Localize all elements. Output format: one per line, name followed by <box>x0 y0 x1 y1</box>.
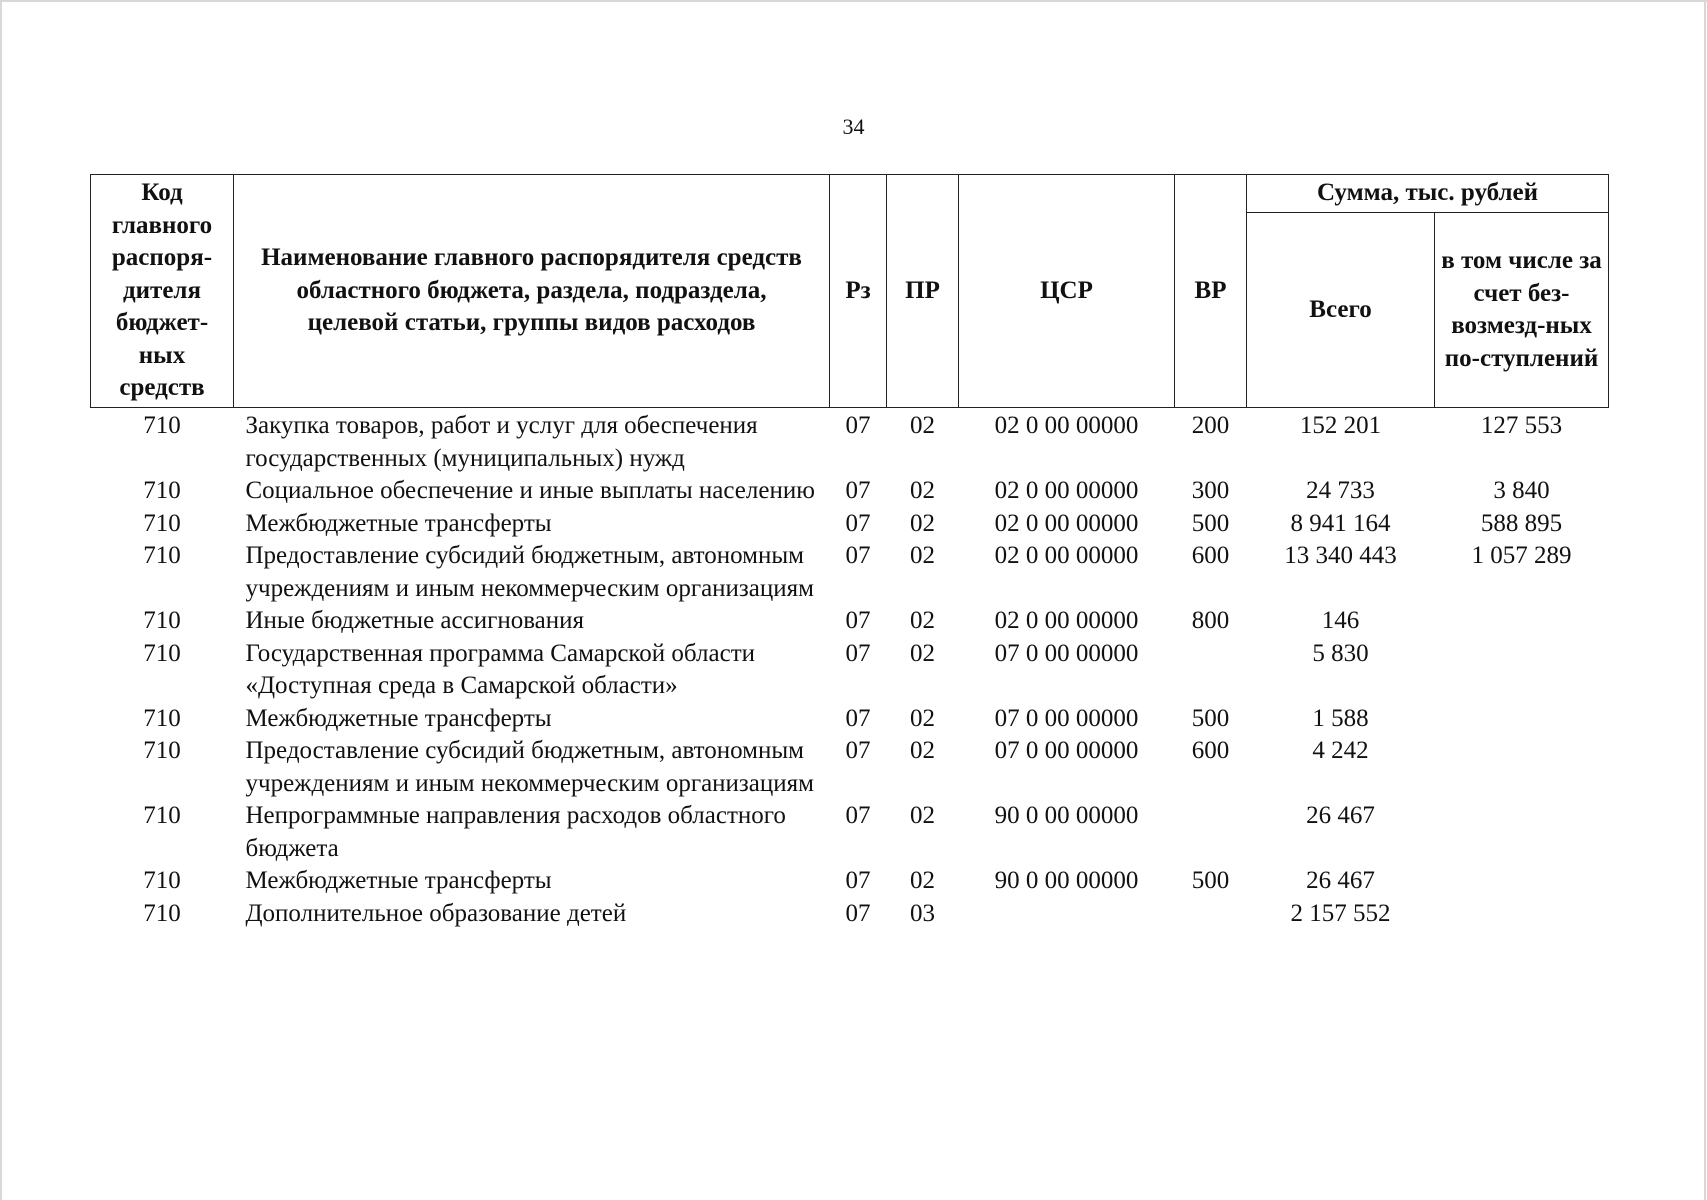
cell-total: 2 157 552 <box>1290 899 1391 927</box>
cell-free-receipts <box>1435 898 1609 931</box>
cell-csr: 07 0 00 00000 <box>994 737 1139 764</box>
budget-table <box>90 174 1609 930</box>
cell-csr: 02 0 00 00000 <box>994 509 1139 537</box>
header-sum-group: Сумма, тыс. рублей <box>1247 175 1609 213</box>
cell-rz: 07 <box>845 802 871 829</box>
table-row <box>91 638 1609 703</box>
cell-code: 710 <box>143 477 181 504</box>
cell-vr: 200 <box>1191 412 1230 439</box>
cell-free-receipts: 588 895 <box>1480 509 1563 537</box>
cell-free-receipts <box>1435 605 1609 638</box>
table-row <box>91 865 1609 898</box>
cell-name: Межбюджетные трансферты <box>245 509 552 537</box>
cell-code: 710 <box>143 607 181 634</box>
cell-code: 710 <box>143 737 181 764</box>
header-name: Наименование главного распорядителя средств областного бюджета, раздела, подраздела, целевой статьи, группы видов расходов <box>234 175 830 408</box>
cell-free-receipts <box>1435 638 1609 703</box>
cell-vr <box>1175 638 1247 703</box>
cell-vr: 500 <box>1191 509 1230 537</box>
table-row <box>91 540 1609 605</box>
cell-total: 24 733 <box>1306 477 1375 504</box>
cell-name: Закупка товаров, работ и услуг для обеспечения государственных (муниципальных) нужд <box>245 412 758 472</box>
cell-rz: 07 <box>845 509 871 537</box>
header-pr: ПР <box>887 175 959 408</box>
cell-rz: 07 <box>845 607 871 634</box>
cell-rz: 07 <box>845 899 871 927</box>
table-header <box>91 175 1609 408</box>
cell-csr: 07 0 00 00000 <box>994 639 1139 667</box>
cell-vr: 300 <box>1191 477 1230 504</box>
cell-rz: 07 <box>845 639 871 667</box>
header-csr: ЦСР <box>959 175 1175 408</box>
cell-code: 710 <box>143 704 181 732</box>
cell-code: 710 <box>143 867 181 894</box>
header-total: Всего <box>1247 213 1435 408</box>
cell-pr: 02 <box>910 412 935 439</box>
cell-total: 152 201 <box>1299 412 1382 439</box>
header-rz: Рз <box>830 175 887 408</box>
cell-csr: 07 0 00 00000 <box>994 704 1139 732</box>
cell-name: Государственная программа Самарской области «Доступная среда в Самарской области» <box>245 639 755 699</box>
cell-total: 26 467 <box>1306 802 1375 829</box>
cell-pr: 02 <box>910 802 935 829</box>
cell-pr: 02 <box>910 607 935 634</box>
cell-name: Иные бюджетные ассигнования <box>245 607 585 634</box>
cell-name: Дополнительное образование детей <box>245 899 627 927</box>
table-row <box>91 703 1609 736</box>
table-row <box>91 735 1609 800</box>
cell-free-receipts: 1 057 289 <box>1471 542 1572 569</box>
table-row <box>91 800 1609 865</box>
cell-vr: 800 <box>1191 607 1230 634</box>
cell-free-receipts <box>1435 865 1609 898</box>
cell-vr: 500 <box>1191 704 1230 732</box>
cell-name: Межбюджетные трансферты <box>245 704 552 732</box>
scan-right-edge <box>1704 0 1706 1200</box>
cell-total: 26 467 <box>1306 867 1375 894</box>
cell-vr: 500 <box>1191 867 1230 894</box>
cell-csr: 02 0 00 00000 <box>994 477 1139 504</box>
cell-free-receipts: 3 840 <box>1493 477 1550 504</box>
cell-rz: 07 <box>845 737 871 764</box>
cell-code: 710 <box>143 639 181 667</box>
cell-free-receipts: 127 553 <box>1480 412 1563 439</box>
cell-free-receipts <box>1435 703 1609 736</box>
cell-code: 710 <box>143 802 181 829</box>
cell-total: 8 941 164 <box>1290 509 1391 537</box>
cell-csr: 90 0 00 00000 <box>994 802 1139 829</box>
table-body <box>91 408 1609 931</box>
cell-vr <box>1175 800 1247 865</box>
header-vr: ВР <box>1175 175 1247 408</box>
header-code: Код главного распоря-дителя бюджет-ных средств <box>91 175 234 408</box>
cell-rz: 07 <box>845 412 871 439</box>
cell-pr: 02 <box>910 704 935 732</box>
cell-rz: 07 <box>845 867 871 894</box>
cell-code: 710 <box>143 509 181 537</box>
cell-name: Социальное обеспечение и иные выплаты населению <box>245 477 815 504</box>
cell-rz: 07 <box>845 542 871 569</box>
cell-code: 710 <box>143 542 181 569</box>
cell-free-receipts <box>1435 735 1609 800</box>
table-row <box>91 408 1609 476</box>
cell-pr: 02 <box>910 639 935 667</box>
scan-top-edge <box>0 0 1707 2</box>
cell-vr: 600 <box>1191 737 1230 764</box>
cell-code: 710 <box>143 412 181 439</box>
table-row <box>91 605 1609 638</box>
cell-csr: 02 0 00 00000 <box>994 542 1139 569</box>
cell-rz: 07 <box>845 704 871 732</box>
scan-left-edge <box>0 0 2 1200</box>
cell-name: Предоставление субсидий бюджетным, автономным учреждениям и иным некоммерческим организациям <box>245 542 814 602</box>
table-row <box>91 508 1609 541</box>
cell-code: 710 <box>143 899 181 927</box>
cell-name: Межбюджетные трансферты <box>245 867 552 894</box>
cell-pr: 03 <box>910 899 935 927</box>
cell-csr: 02 0 00 00000 <box>994 607 1139 634</box>
page-number: 34 <box>842 114 865 139</box>
cell-pr: 02 <box>910 477 935 504</box>
table-row <box>91 898 1609 931</box>
cell-name: Непрограммные направления расходов областного бюджета <box>245 802 786 862</box>
cell-free-receipts <box>1435 800 1609 865</box>
cell-pr: 02 <box>910 867 935 894</box>
cell-total: 5 830 <box>1312 639 1369 667</box>
cell-csr <box>959 898 1175 931</box>
cell-vr <box>1175 898 1247 931</box>
cell-total: 1 588 <box>1312 704 1369 732</box>
cell-csr: 02 0 00 00000 <box>994 412 1139 439</box>
cell-rz: 07 <box>845 477 871 504</box>
cell-name: Предоставление субсидий бюджетным, автономным учреждениям и иным некоммерческим организациям <box>245 737 814 797</box>
cell-csr: 90 0 00 00000 <box>994 867 1139 894</box>
cell-pr: 02 <box>910 509 935 537</box>
header-free-receipts: в том числе за счет без-возмезд-ных по-ступлений <box>1435 213 1609 408</box>
cell-total: 4 242 <box>1312 737 1369 764</box>
cell-total: 146 <box>1321 607 1360 634</box>
table-row <box>91 475 1609 508</box>
cell-vr: 600 <box>1191 542 1230 569</box>
cell-total: 13 340 443 <box>1284 542 1397 569</box>
cell-pr: 02 <box>910 737 935 764</box>
cell-pr: 02 <box>910 542 935 569</box>
